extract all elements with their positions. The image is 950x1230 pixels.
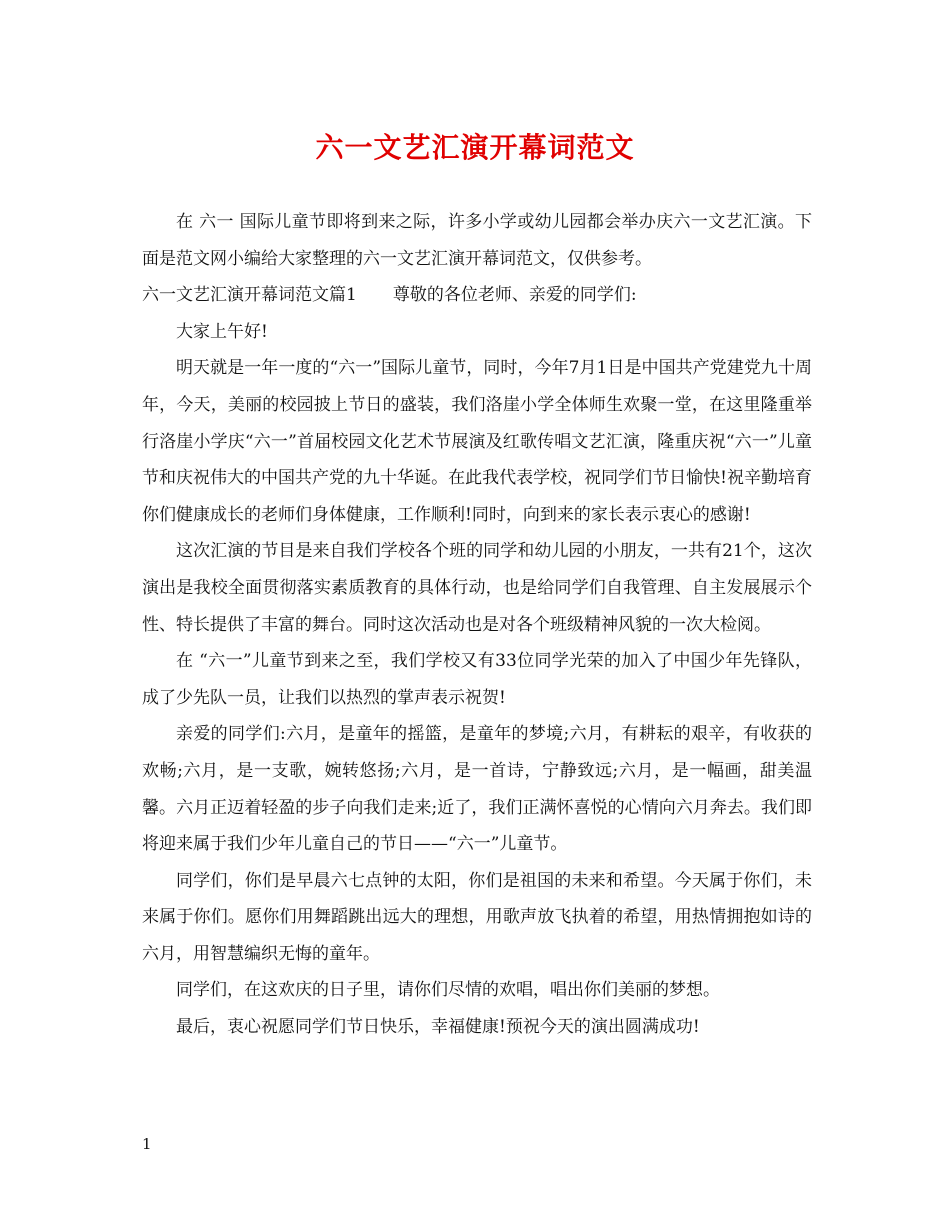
body-paragraph-2: 这次汇演的节目是来自我们学校各个班的同学和幼儿园的小朋友，一共有21个，这次演出是我校全面贯彻落实素质教育的具体行动，也是给同学们自我管理、自主发展展示个性、特长提供了丰富的舞台。同时这次活动也是对各个班级精神风貌的一次大检阅。 (142, 541, 812, 635)
section-label: 六一文艺汇演开幕词范文篇1 (142, 285, 357, 306)
body-paragraph-7: 最后，衷心祝愿同学们节日快乐，幸福健康!预祝今天的演出圆满成功! (176, 1017, 700, 1038)
body-paragraph-6: 同学们，在这欢庆的日子里，请你们尽情的欢唱，唱出你们美丽的梦想。 (176, 980, 720, 1001)
body-paragraph-1: 明天就是一年一度的“六一”国际儿童节，同时，今年7月1日是中国共产党建党九十周年，今天，美丽的校园披上节日的盛装，我们洛崖小学全体师生欢聚一堂，在这里隆重举行洛崖小学庆“六一”首届校园文化艺术节展演及红歌传唱文艺汇演，隆重庆祝“六一”儿童节和庆祝伟大的中国共产党的九十华诞。在此我代表学校，祝同学们节日愉快!祝辛勤培育你们健康成长的老师们身体健康，工作顺利!同时，向到来的家长表示衷心的感谢! (142, 358, 812, 525)
page-number: 1 (142, 1135, 152, 1153)
greeting-paragraph: 大家上午好! (176, 321, 268, 342)
document-title: 六一文艺汇演开幕词范文 (315, 131, 635, 164)
section-heading-line (142, 277, 812, 314)
body-paragraph-5: 同学们，你们是早晨六七点钟的太阳，你们是祖国的未来和希望。今天属于你们，未来属于你们。愿你们用舞蹈跳出远大的理想，用歌声放飞执着的希望，用热情拥抱如诗的六月，用智慧编织无悔的童年。 (142, 870, 812, 964)
salutation: 尊敬的各位老师、亲爱的同学们: (392, 285, 637, 306)
body-paragraph-4: 亲爱的同学们:六月，是童年的摇篮，是童年的梦境;六月，有耕耘的艰辛，有收获的欢畅;六月，是一支歌，婉转悠扬;六月，是一首诗，宁静致远;六月，是一幅画，甜美温馨。六月正迈着轻盈的步子向我们走来;近了，我们正满怀喜悦的心情向六月奔去。我们即将迎来属于我们少年儿童自己的节日——“六一”儿童节。 (142, 724, 812, 855)
body-paragraph-3: 在 “六一”儿童节到来之至，我们学校又有33位同学光荣的加入了中国少年先锋队，成了少先队一员，让我们以热烈的掌声表示祝贺! (142, 651, 812, 708)
intro-paragraph: 在 六一 国际儿童节即将到来之际，许多小学或幼儿园都会举办庆六一文艺汇演。下面是范文网小编给大家整理的六一文艺汇演开幕词范文，仅供参考。 (142, 212, 812, 269)
document-body (142, 204, 812, 1046)
